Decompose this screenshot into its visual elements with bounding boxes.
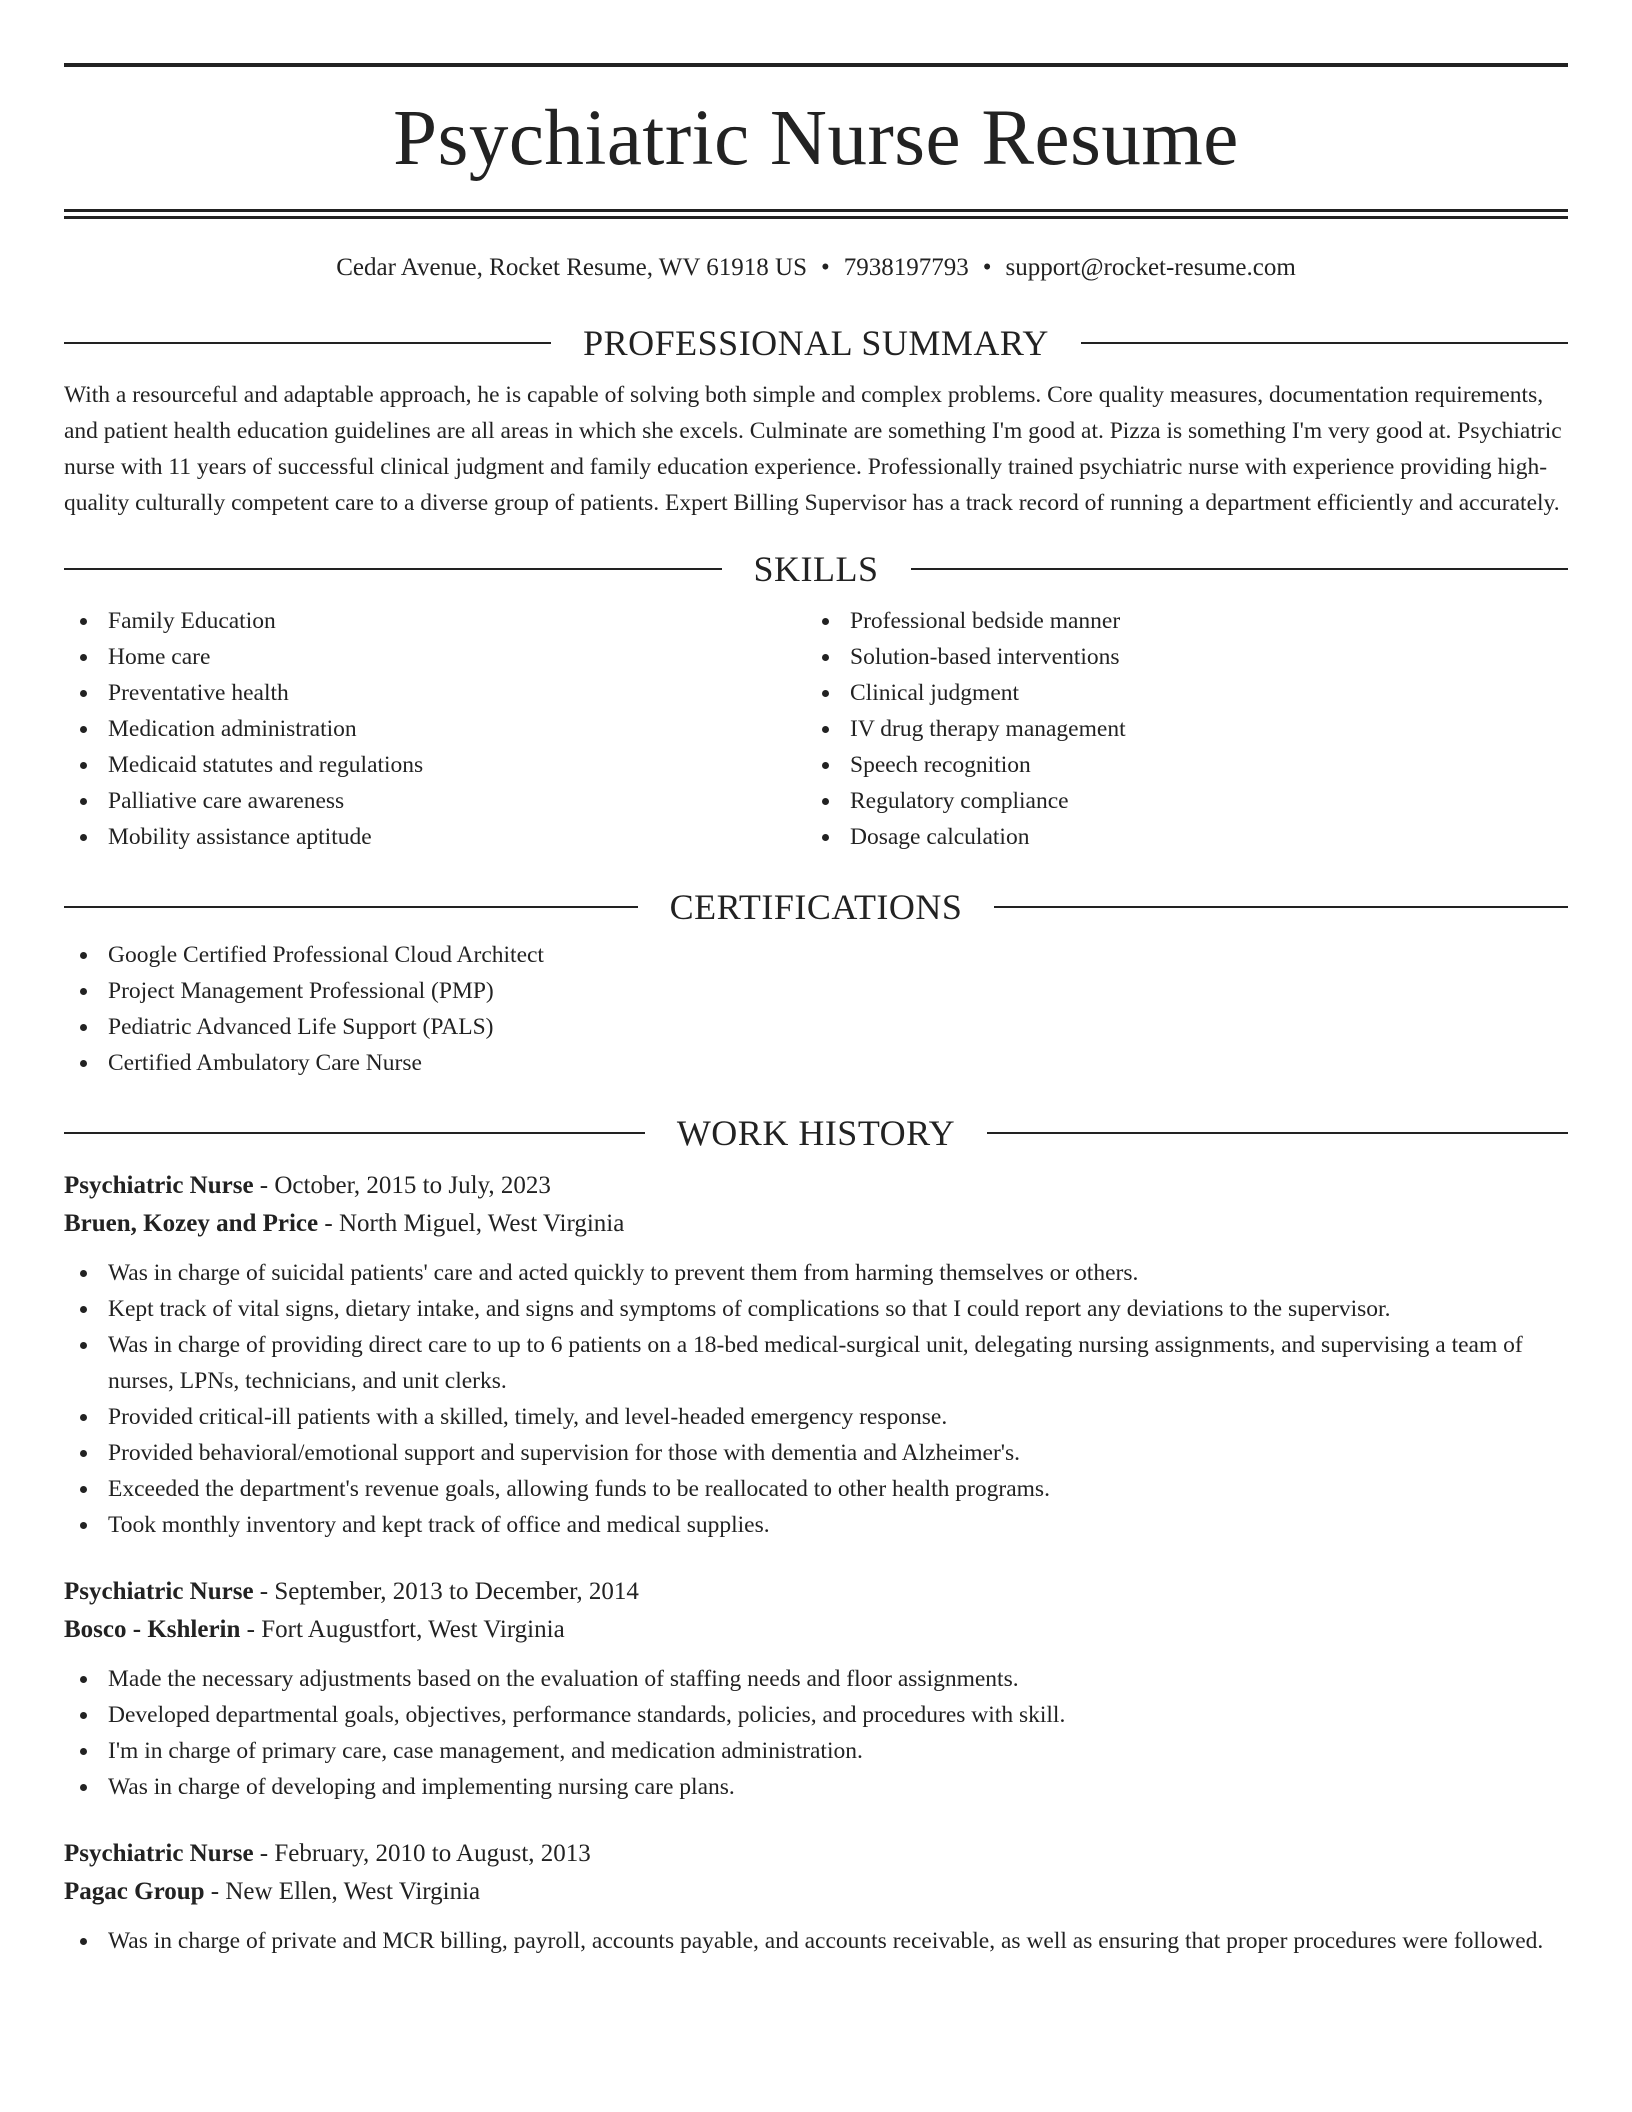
certification-item: Pediatric Advanced Life Support (PALS) [64, 1009, 1568, 1045]
contact-address: Cedar Avenue, Rocket Resume, WV 61918 US [336, 254, 807, 281]
page-title: Psychiatric Nurse Resume [393, 95, 1239, 182]
divider [1081, 342, 1568, 344]
job-bullets [64, 1923, 1568, 1959]
summary-text: With a resourceful and adaptable approach, he is capable of solving both simple and complex problems. Core quality measures, documentation requirements, and patient health education guidelines are all areas in which she excels. Culminate are something I'm good at. Pizza is something I'm very good at. Psychiatric nurse with 11 years of successful clinical judgment and family education experience. Professionally trained psychiatric nurse with experience providing high-quality culturally competent care to a diverse group of patients. Expert Billing Supervisor has a track record of running a department efficiently and accurately. [64, 382, 1562, 516]
skills-list-right [806, 603, 1548, 855]
work-section-header [64, 1115, 1568, 1151]
skill-item: Dosage calculation [806, 819, 1548, 855]
skills-column-left [64, 603, 806, 855]
work-history-list [64, 1167, 1568, 1959]
job-company: Pagac Group [64, 1878, 205, 1905]
job-bullets [64, 1661, 1568, 1805]
job-bullets [64, 1255, 1568, 1543]
job-location: - North Miguel, West Virginia [318, 1210, 625, 1237]
divider [64, 906, 638, 908]
divider [987, 1132, 1568, 1134]
skill-item: Professional bedside manner [806, 603, 1548, 639]
job-location: - New Ellen, West Virginia [204, 1878, 481, 1905]
certification-item: Certified Ambulatory Care Nurse [64, 1045, 1568, 1081]
skill-item: Mobility assistance aptitude [64, 819, 806, 855]
resume-page [64, 0, 1568, 1959]
job-bullet: Made the necessary adjustments based on the evaluation of staffing needs and floor assignments. [64, 1661, 1568, 1697]
skill-item: Preventative health [64, 675, 806, 711]
summary-section-header [64, 325, 1568, 361]
summary-heading: PROFESSIONAL SUMMARY [583, 323, 1049, 363]
divider [64, 1132, 645, 1134]
contact-line [64, 253, 1568, 283]
job-bullet: Was in charge of providing direct care to up to 6 patients on a 18-bed medical-surgical unit, delegating nursing assignments, and supervising a team of nurses, LPNs, technicians, and unit clerks. [64, 1327, 1568, 1399]
skills-heading: SKILLS [753, 549, 879, 589]
job-title-line [64, 1573, 1568, 1611]
contact-separator: • [820, 254, 830, 281]
skill-item: Family Education [64, 603, 806, 639]
divider [64, 568, 722, 570]
skill-item: IV drug therapy management [806, 711, 1548, 747]
skills-list-left [64, 603, 806, 855]
job-role: Psychiatric Nurse [64, 1578, 254, 1605]
job-bullet: I'm in charge of primary care, case management, and medication administration. [64, 1733, 1568, 1769]
job-company-line [64, 1611, 1568, 1649]
skill-item: Medication administration [64, 711, 806, 747]
job-entry [64, 1573, 1568, 1805]
skills-grid [64, 603, 1568, 855]
divider [994, 906, 1568, 908]
skill-item: Palliative care awareness [64, 783, 806, 819]
job-company: Bosco - Kshlerin [64, 1616, 241, 1643]
job-bullet: Was in charge of developing and implementing nursing care plans. [64, 1769, 1568, 1805]
contact-separator: • [982, 254, 992, 281]
job-entry [64, 1835, 1568, 1959]
job-title-line [64, 1835, 1568, 1873]
skill-item: Clinical judgment [806, 675, 1548, 711]
job-bullet: Was in charge of private and MCR billing, payroll, accounts payable, and accounts receivable, as well as ensuring that proper procedures were followed. [64, 1923, 1568, 1959]
certification-item: Google Certified Professional Cloud Architect [64, 937, 1568, 973]
job-company-line [64, 1873, 1568, 1911]
job-bullet: Kept track of vital signs, dietary intake, and signs and symptoms of complications so that I could report any deviations to the supervisor. [64, 1291, 1568, 1327]
title-double-rule [64, 209, 1568, 219]
skill-item: Medicaid statutes and regulations [64, 747, 806, 783]
certifications-list [64, 937, 1568, 1081]
skills-column-right [806, 603, 1548, 855]
certification-item: Project Management Professional (PMP) [64, 973, 1568, 1009]
divider [911, 568, 1569, 570]
skill-item: Home care [64, 639, 806, 675]
skill-item: Speech recognition [806, 747, 1548, 783]
job-role: Psychiatric Nurse [64, 1172, 254, 1199]
skill-item: Solution-based interventions [806, 639, 1548, 675]
divider [64, 342, 551, 344]
job-company: Bruen, Kozey and Price [64, 1210, 319, 1237]
job-bullet: Was in charge of suicidal patients' care and acted quickly to prevent them from harming themselves or others. [64, 1255, 1568, 1291]
contact-email: support@rocket-resume.com [1005, 254, 1296, 281]
job-bullet: Exceeded the department's revenue goals, allowing funds to be reallocated to other health programs. [64, 1471, 1568, 1507]
job-dates: - October, 2015 to July, 2023 [253, 1172, 551, 1199]
contact-phone: 7938197793 [843, 254, 969, 281]
job-dates: - September, 2013 to December, 2014 [253, 1578, 639, 1605]
certifications-heading: CERTIFICATIONS [669, 887, 963, 927]
job-dates: - February, 2010 to August, 2013 [253, 1840, 591, 1867]
job-bullet: Took monthly inventory and kept track of office and medical supplies. [64, 1507, 1568, 1543]
job-role: Psychiatric Nurse [64, 1840, 254, 1867]
work-heading: WORK HISTORY [676, 1113, 956, 1153]
skills-section-header [64, 551, 1568, 587]
top-rule [64, 63, 1568, 67]
job-bullet: Provided behavioral/emotional support and supervision for those with dementia and Alzheimer's. [64, 1435, 1568, 1471]
job-bullet: Developed departmental goals, objectives, performance standards, policies, and procedures with skill. [64, 1697, 1568, 1733]
job-location: - Fort Augustfort, West Virginia [240, 1616, 565, 1643]
job-company-line [64, 1205, 1568, 1243]
job-bullet: Provided critical-ill patients with a skilled, timely, and level-headed emergency response. [64, 1399, 1568, 1435]
job-entry [64, 1167, 1568, 1543]
job-title-line [64, 1167, 1568, 1205]
skill-item: Regulatory compliance [806, 783, 1548, 819]
certifications-section-header [64, 889, 1568, 925]
